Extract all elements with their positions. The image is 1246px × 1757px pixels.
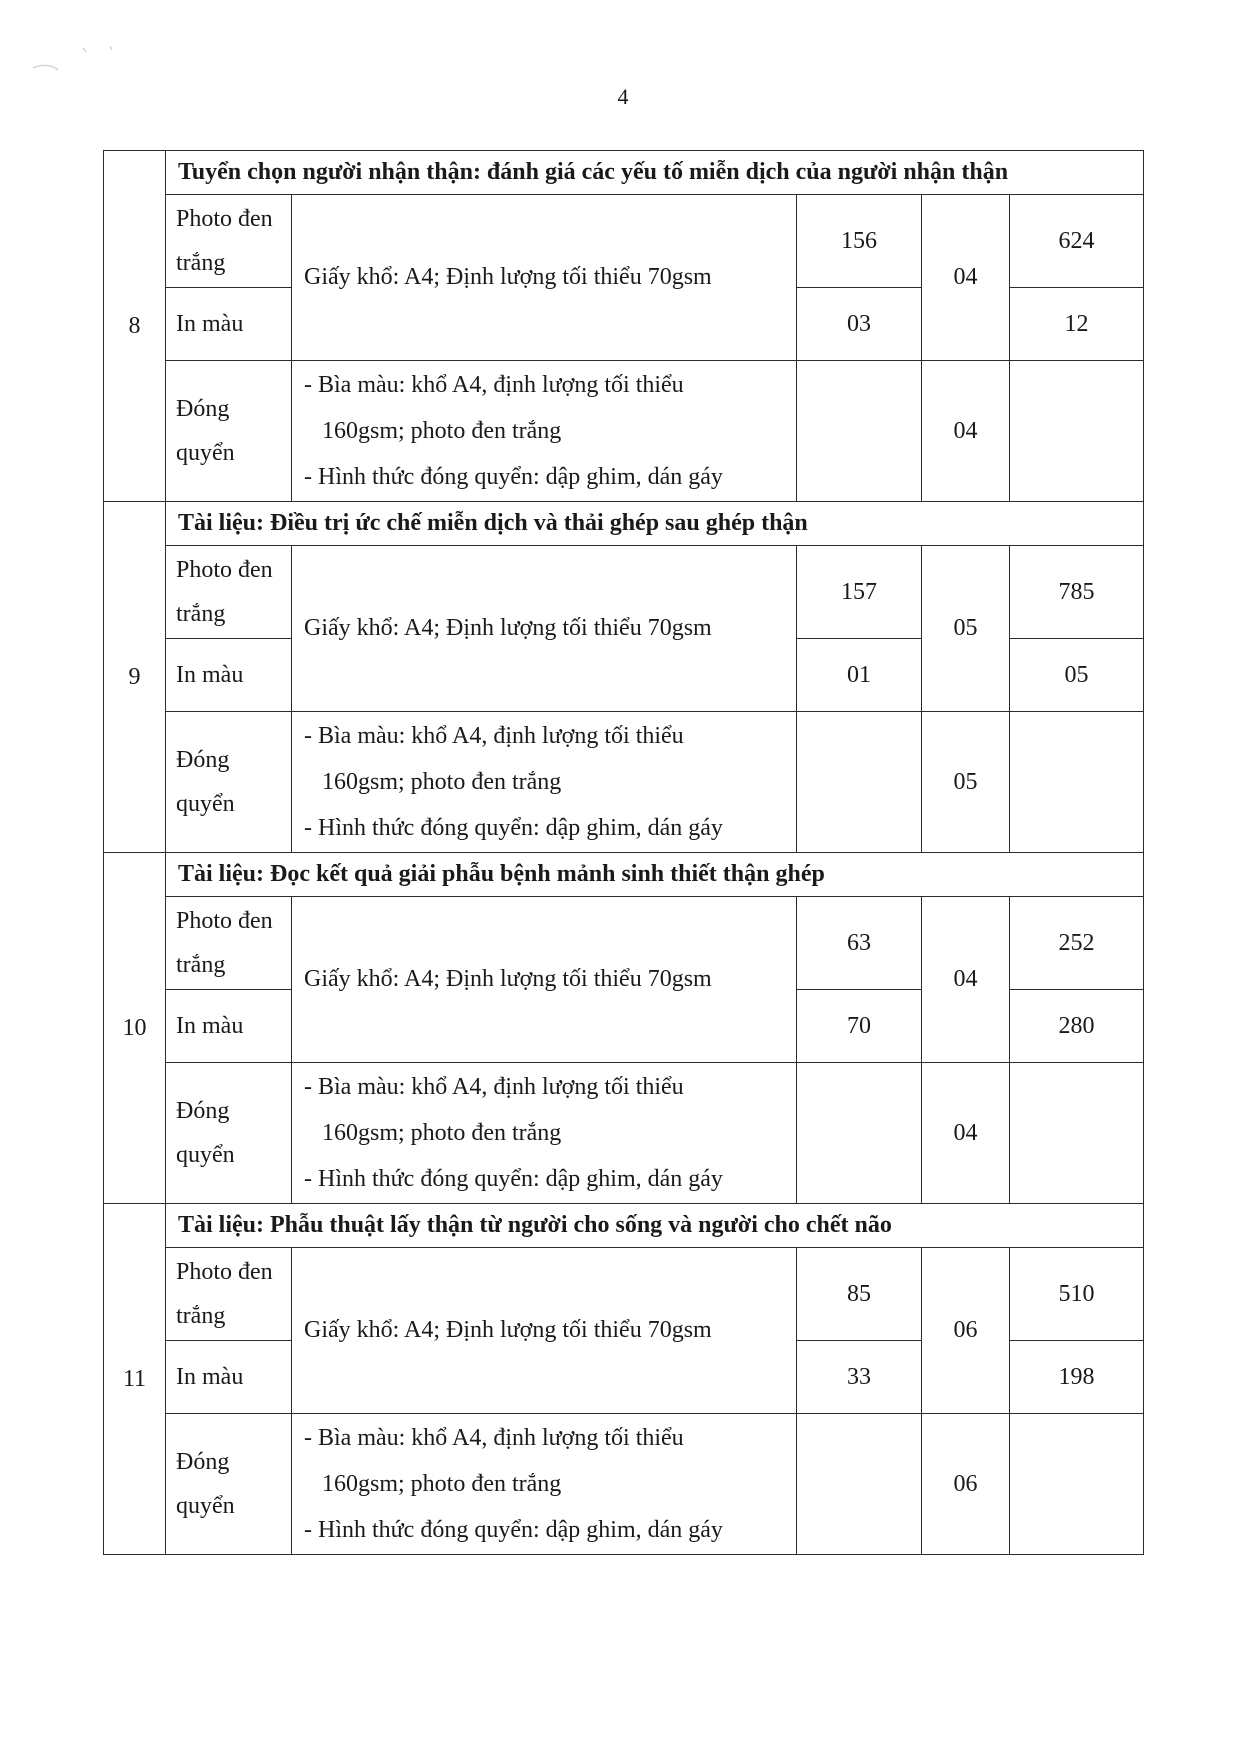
photo-label: Photo đen trắng (166, 897, 292, 990)
color-total: 05 (1010, 639, 1144, 712)
binding-spec-line-2: 160gsm; photo đen trắng (322, 769, 562, 795)
binding-total-empty (1010, 712, 1144, 853)
photo-quantity: 156 (797, 195, 922, 288)
binding-label: Đóng quyển (166, 1063, 292, 1204)
color-total: 198 (1010, 1341, 1144, 1414)
binding-quantity-empty (797, 712, 922, 853)
binding-spec (292, 361, 797, 502)
section-header-row (104, 151, 1144, 195)
section-header-row (104, 853, 1144, 897)
binding-spec (292, 712, 797, 853)
binding-total-empty (1010, 361, 1144, 502)
photo-label: Photo đen trắng (166, 195, 292, 288)
copies-count: 04 (922, 195, 1010, 361)
binding-spec-line-3: - Hình thức đóng quyển: dập ghim, dán gáy (304, 1166, 723, 1192)
section-number: 10 (104, 853, 166, 1204)
color-label: In màu (166, 990, 292, 1063)
binding-total-empty (1010, 1414, 1144, 1555)
binding-spec-line-1: - Bìa màu: khổ A4, định lượng tối thiểu (304, 723, 684, 749)
section-number: 11 (104, 1204, 166, 1555)
binding-spec-line-1: - Bìa màu: khổ A4, định lượng tối thiểu (304, 1425, 684, 1451)
copies-count: 06 (922, 1248, 1010, 1414)
photo-row (104, 546, 1144, 639)
binding-label: Đóng quyển (166, 361, 292, 502)
photo-total: 624 (1010, 195, 1144, 288)
binding-quantity-empty (797, 1414, 922, 1555)
photo-label: Photo đen trắng (166, 546, 292, 639)
binding-copies: 06 (922, 1414, 1010, 1555)
color-label: In màu (166, 1341, 292, 1414)
binding-copies: 04 (922, 1063, 1010, 1204)
color-label: In màu (166, 288, 292, 361)
color-total: 12 (1010, 288, 1144, 361)
photo-total: 510 (1010, 1248, 1144, 1341)
paper-spec: Giấy khổ: A4; Định lượng tối thiểu 70gsm (292, 195, 797, 361)
binding-total-empty (1010, 1063, 1144, 1204)
photo-row (104, 1248, 1144, 1341)
binding-spec (292, 1414, 797, 1555)
binding-row (104, 1063, 1144, 1204)
paper-spec: Giấy khổ: A4; Định lượng tối thiểu 70gsm (292, 897, 797, 1063)
photo-label: Photo đen trắng (166, 1248, 292, 1341)
binding-spec-line-3: - Hình thức đóng quyển: dập ghim, dán gáy (304, 815, 723, 841)
binding-spec-line-3: - Hình thức đóng quyển: dập ghim, dán gáy (304, 464, 723, 490)
binding-copies: 04 (922, 361, 1010, 502)
section-header-row (104, 1204, 1144, 1248)
binding-spec (292, 1063, 797, 1204)
paper-spec: Giấy khổ: A4; Định lượng tối thiểu 70gsm (292, 546, 797, 712)
photo-row (104, 897, 1144, 990)
binding-spec-line-2: 160gsm; photo đen trắng (322, 1471, 562, 1497)
binding-copies: 05 (922, 712, 1010, 853)
binding-quantity-empty (797, 1063, 922, 1204)
binding-spec-line-3: - Hình thức đóng quyển: dập ghim, dán gáy (304, 1517, 723, 1543)
binding-row (104, 361, 1144, 502)
color-quantity: 70 (797, 990, 922, 1063)
scan-mark-icon (28, 40, 118, 80)
binding-label: Đóng quyển (166, 712, 292, 853)
section-title: Tài liệu: Đọc kết quả giải phẫu bệnh mảnh sinh thiết thận ghép (166, 853, 1144, 897)
binding-row (104, 1414, 1144, 1555)
binding-spec-line-1: - Bìa màu: khổ A4, định lượng tối thiểu (304, 372, 684, 398)
photo-total: 785 (1010, 546, 1144, 639)
color-quantity: 01 (797, 639, 922, 712)
copies-count: 05 (922, 546, 1010, 712)
section-title: Tuyển chọn người nhận thận: đánh giá các yếu tố miễn dịch của người nhận thận (166, 151, 1144, 195)
photo-row (104, 195, 1144, 288)
copies-count: 04 (922, 897, 1010, 1063)
binding-spec-line-1: - Bìa màu: khổ A4, định lượng tối thiểu (304, 1074, 684, 1100)
paper-spec: Giấy khổ: A4; Định lượng tối thiểu 70gsm (292, 1248, 797, 1414)
photo-quantity: 63 (797, 897, 922, 990)
section-header-row (104, 502, 1144, 546)
page-number: 4 (617, 84, 629, 109)
color-quantity: 03 (797, 288, 922, 361)
binding-spec-line-2: 160gsm; photo đen trắng (322, 1120, 562, 1146)
color-quantity: 33 (797, 1341, 922, 1414)
color-label: In màu (166, 639, 292, 712)
section-number: 8 (104, 151, 166, 502)
color-total: 280 (1010, 990, 1144, 1063)
binding-label: Đóng quyển (166, 1414, 292, 1555)
photo-quantity: 85 (797, 1248, 922, 1341)
binding-spec-line-2: 160gsm; photo đen trắng (322, 418, 562, 444)
photo-quantity: 157 (797, 546, 922, 639)
section-title: Tài liệu: Điều trị ức chế miễn dịch và thải ghép sau ghép thận (166, 502, 1144, 546)
binding-quantity-empty (797, 361, 922, 502)
section-title: Tài liệu: Phẫu thuật lấy thận từ người cho sống và người cho chết não (166, 1204, 1144, 1248)
document-table (103, 150, 1144, 1555)
section-number: 9 (104, 502, 166, 853)
photo-total: 252 (1010, 897, 1144, 990)
binding-row (104, 712, 1144, 853)
